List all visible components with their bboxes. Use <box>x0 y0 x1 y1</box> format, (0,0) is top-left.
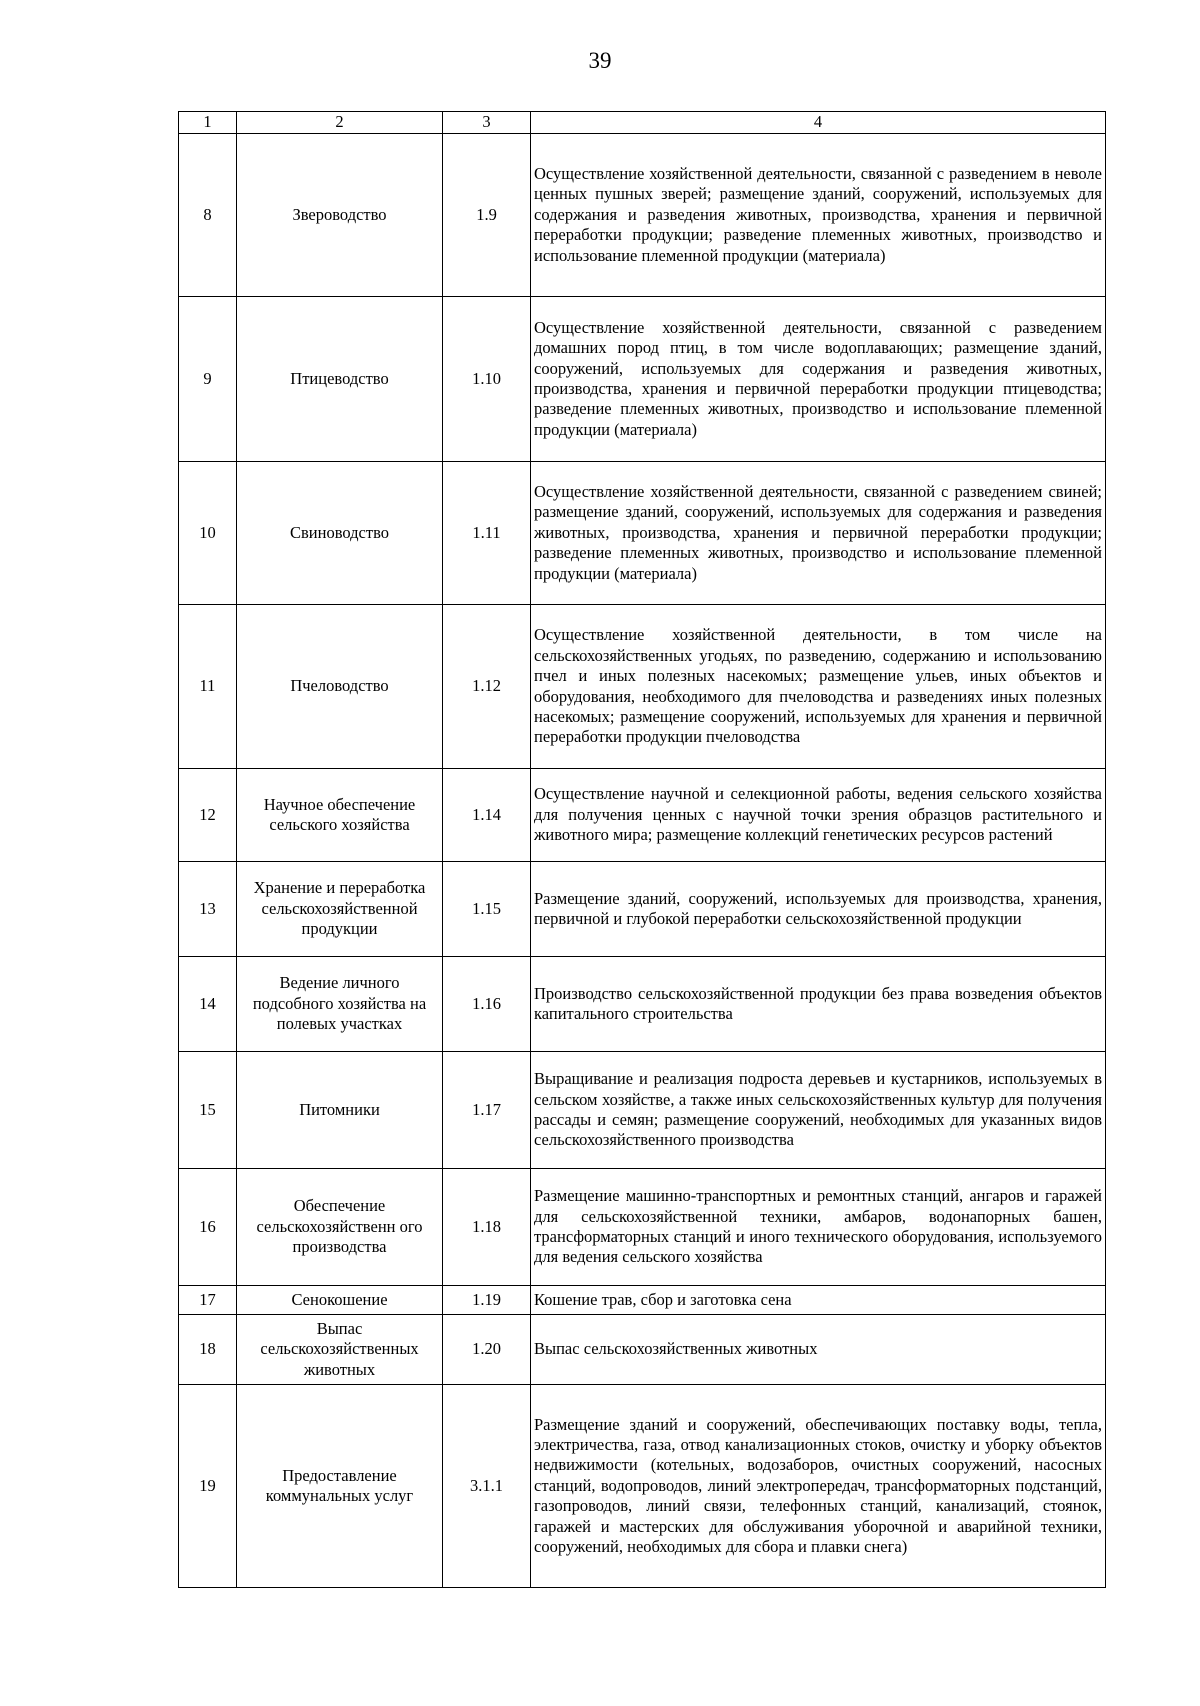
use-type-name: Научное обеспечение сельского хозяйства <box>237 769 443 862</box>
use-type-description: Осуществление хозяйственной деятельности, связанной с разведением домашних пород птиц, в том числе водоплавающих; размещение зданий, сооружений, используемых для содержания и разведения животных, производства, хранения и первичной переработки продукции птицеводства; разведение племенных животных, производство и использование племенной продукции (материала) <box>531 297 1106 462</box>
use-type-name: Обеспечение сельскохозяйственн ого производства <box>237 1169 443 1286</box>
row-number: 14 <box>179 957 237 1052</box>
use-type-code: 1.16 <box>443 957 531 1052</box>
column-header-2: 2 <box>237 112 443 134</box>
use-type-code: 1.12 <box>443 605 531 769</box>
row-number: 10 <box>179 462 237 605</box>
use-type-description: Кошение трав, сбор и заготовка сена <box>531 1286 1106 1315</box>
use-type-name: Питомники <box>237 1052 443 1169</box>
use-type-code: 1.17 <box>443 1052 531 1169</box>
use-type-description: Производство сельскохозяйственной продукции без права возведения объектов капитального строительства <box>531 957 1106 1052</box>
use-type-description: Осуществление хозяйственной деятельности, в том числе на сельскохозяйственных угодьях, по разведению, содержанию и использованию пчел и иных полезных насекомых; размещение ульев, иных объектов и оборудования, необходимого для пчеловодства и разведениях иных полезных насекомых; размещение сооружений, используемых для хранения и первичной переработки продукции пчеловодства <box>531 605 1106 769</box>
use-type-code: 1.19 <box>443 1286 531 1315</box>
use-type-name: Ведение личного подсобного хозяйства на полевых участках <box>237 957 443 1052</box>
use-type-description: Выпас сельскохозяйственных животных <box>531 1315 1106 1385</box>
table-row <box>179 297 1106 462</box>
use-type-name: Птицеводство <box>237 297 443 462</box>
use-type-code: 1.14 <box>443 769 531 862</box>
table-row <box>179 1169 1106 1286</box>
row-number: 15 <box>179 1052 237 1169</box>
use-type-name: Предоставление коммунальных услуг <box>237 1385 443 1588</box>
header-row <box>179 112 1106 134</box>
row-number: 11 <box>179 605 237 769</box>
row-number: 9 <box>179 297 237 462</box>
use-type-code: 1.18 <box>443 1169 531 1286</box>
table-row <box>179 1385 1106 1588</box>
use-type-code: 1.11 <box>443 462 531 605</box>
table-row <box>179 769 1106 862</box>
row-number: 17 <box>179 1286 237 1315</box>
table-row <box>179 462 1106 605</box>
use-type-name: Хранение и переработка сельскохозяйственной продукции <box>237 862 443 957</box>
use-type-code: 1.10 <box>443 297 531 462</box>
row-number: 8 <box>179 134 237 297</box>
row-number: 12 <box>179 769 237 862</box>
table-row <box>179 134 1106 297</box>
use-type-description: Выращивание и реализация подроста деревьев и кустарников, используемых в сельском хозяйстве, а также иных сельскохозяйственных культур для получения рассады и семян; размещение сооружений, необходимых для указанных видов сельскохозяйственного производства <box>531 1052 1106 1169</box>
table-row <box>179 862 1106 957</box>
use-type-code: 1.20 <box>443 1315 531 1385</box>
use-type-description: Осуществление хозяйственной деятельности, связанной с разведением свиней; размещение зданий, сооружений, используемых для содержания и разведения животных, производства, хранения и первичной переработки продукции; разведение племенных животных, производство и использование племенной продукции (материала) <box>531 462 1106 605</box>
use-type-name: Сенокошение <box>237 1286 443 1315</box>
use-type-name: Свиноводство <box>237 462 443 605</box>
row-number: 19 <box>179 1385 237 1588</box>
use-type-description: Размещение зданий и сооружений, обеспечивающих поставку воды, тепла, электричества, газа, отвод канализационных стоков, очистку и уборку объектов недвижимости (котельных, водозаборов, очистных сооружений, насосных станций, водопроводов, линий электропередач, трансформаторных подстанций, газопроводов, линий связи, телефонных станций, канализаций, стоянок, гаражей и мастерских для обслуживания уборочной и аварийной техники, сооружений, необходимых для сбора и плавки снега) <box>531 1385 1106 1588</box>
column-header-4: 4 <box>531 112 1106 134</box>
column-header-3: 3 <box>443 112 531 134</box>
use-type-code: 1.9 <box>443 134 531 297</box>
table-row <box>179 1052 1106 1169</box>
use-type-name: Выпас сельскохозяйственных животных <box>237 1315 443 1385</box>
column-header-1: 1 <box>179 112 237 134</box>
use-type-name: Пчеловодство <box>237 605 443 769</box>
row-number: 18 <box>179 1315 237 1385</box>
use-type-description: Размещение машинно-транспортных и ремонтных станций, ангаров и гаражей для сельскохозяйственной техники, амбаров, водонапорных башен, трансформаторных станций и иного технического оборудования, используемого для ведения сельского хозяйства <box>531 1169 1106 1286</box>
table-row <box>179 605 1106 769</box>
use-type-code: 1.15 <box>443 862 531 957</box>
use-type-name: Звероводство <box>237 134 443 297</box>
use-type-description: Осуществление научной и селекционной работы, ведения сельского хозяйства для получения ценных с научной точки зрения образцов растительного и животного мира; размещение коллекций генетических ресурсов растений <box>531 769 1106 862</box>
use-type-description: Осуществление хозяйственной деятельности, связанной с разведением в неволе ценных пушных зверей; размещение зданий, сооружений, используемых для содержания и разведения животных, производства, хранения и первичной переработки продукции; разведение племенных животных, производство и использование племенной продукции (материала) <box>531 134 1106 297</box>
table-row <box>179 957 1106 1052</box>
use-type-code: 3.1.1 <box>443 1385 531 1588</box>
row-number: 16 <box>179 1169 237 1286</box>
use-type-description: Размещение зданий, сооружений, используемых для производства, хранения, первичной и глубокой переработки сельскохозяйственной продукции <box>531 862 1106 957</box>
table-row <box>179 1315 1106 1385</box>
land-use-table <box>178 111 1106 1588</box>
page-number: 39 <box>588 48 612 73</box>
table-row <box>179 1286 1106 1315</box>
row-number: 13 <box>179 862 237 957</box>
